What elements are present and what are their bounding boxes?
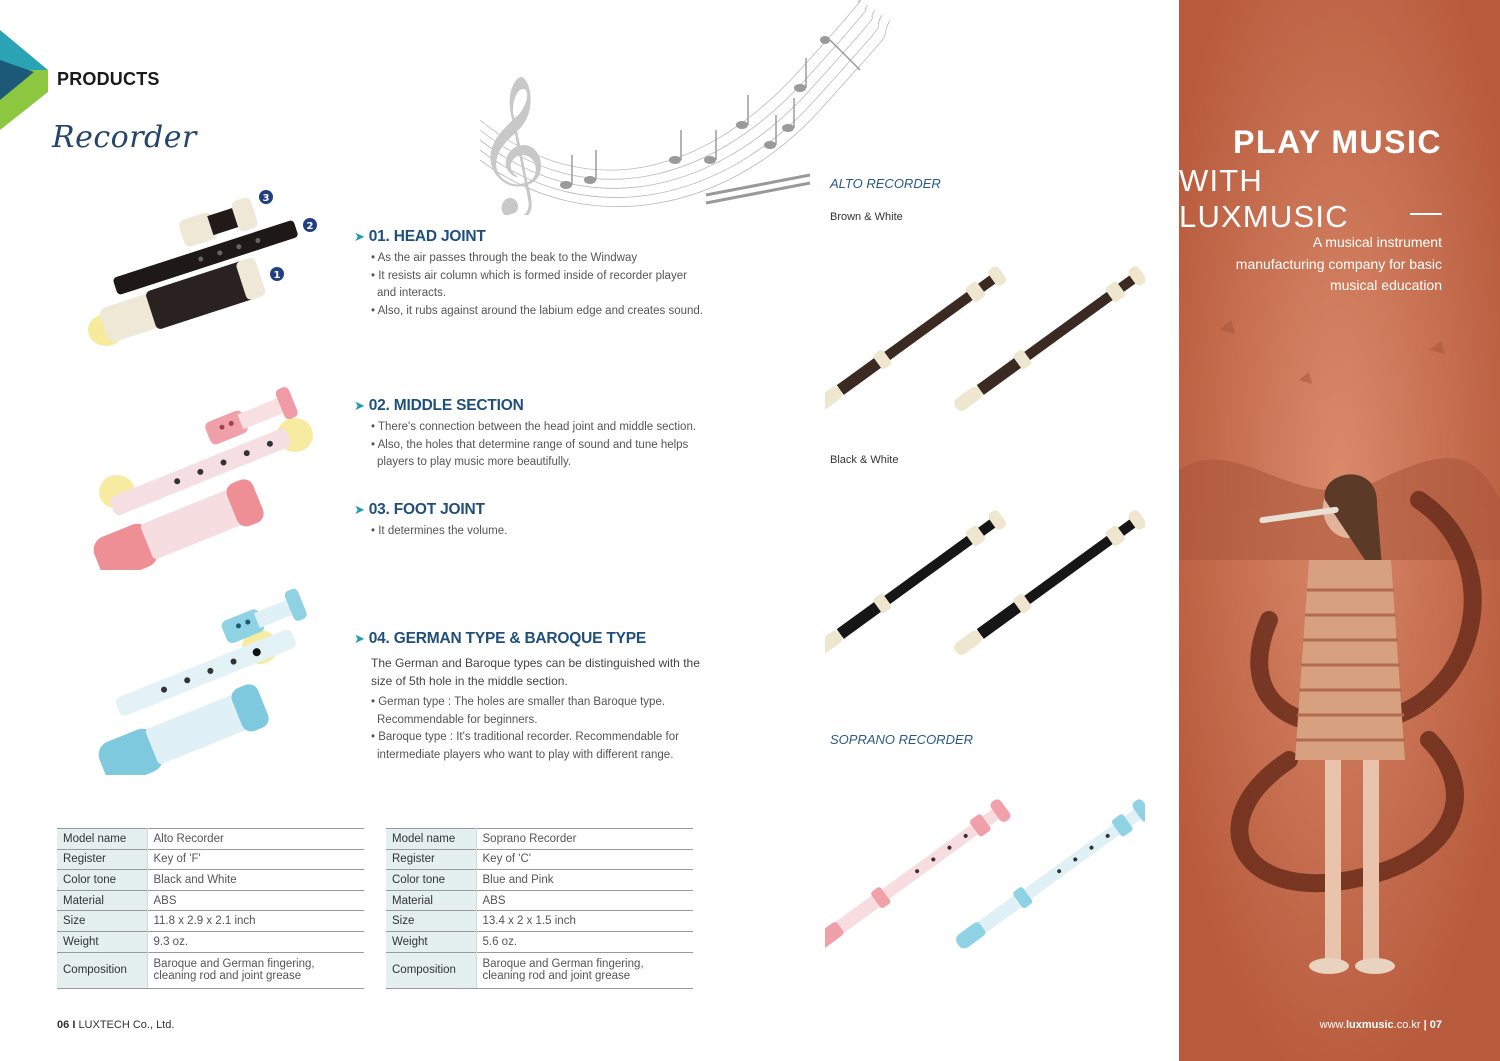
middle-section-photo bbox=[85, 380, 325, 570]
table-key: Model name bbox=[57, 829, 147, 850]
bullet-list bbox=[371, 694, 704, 764]
section-foot-joint bbox=[354, 501, 704, 541]
footer-separator: I bbox=[72, 1019, 76, 1031]
table-row bbox=[386, 829, 693, 850]
bullet-list bbox=[371, 419, 704, 472]
table-row bbox=[386, 952, 693, 988]
soprano-recorders bbox=[825, 762, 1145, 997]
footer-right: www.luxmusic.co.kr | 07 bbox=[1319, 1019, 1442, 1031]
section-lead: The German and Baroque types can be distinguished with the size of 5th hole in the middle section. bbox=[371, 656, 700, 688]
table-row bbox=[57, 911, 364, 932]
table-value: 9.3 oz. bbox=[147, 931, 364, 952]
table-key: Material bbox=[57, 890, 147, 911]
table-row bbox=[386, 870, 693, 891]
german-baroque-photo bbox=[90, 585, 330, 775]
site-suffix: .co.kr bbox=[1393, 1019, 1421, 1031]
table-row bbox=[57, 931, 364, 952]
bullet-list bbox=[371, 250, 704, 320]
section-head-joint bbox=[354, 228, 704, 320]
section-german-baroque bbox=[354, 630, 704, 764]
bullet-item: • Baroque type : It's traditional recorder. Recommendable for intermediate players who want to play with different range. bbox=[371, 729, 704, 764]
diagram-number-1: 1 bbox=[273, 270, 281, 281]
table-row bbox=[386, 931, 693, 952]
bullet-item: • There's connection between the head joint and middle section. bbox=[371, 419, 704, 437]
table-value: Baroque and German fingering, cleaning rod and joint grease bbox=[476, 952, 693, 988]
site-brand: luxmusic bbox=[1345, 1019, 1394, 1031]
table-value: 13.4 x 2 x 1.5 inch bbox=[476, 911, 693, 932]
panel-headline-2: WITH LUXMUSIC bbox=[1179, 163, 1349, 234]
promo-panel bbox=[1179, 0, 1500, 1061]
bullet-item: • It determines the volume. bbox=[371, 523, 704, 541]
corner-logo-icon bbox=[0, 30, 48, 130]
svg-text:𝄞: 𝄞 bbox=[476, 75, 547, 214]
table-row bbox=[386, 911, 693, 932]
alto-recorder-title: ALTO RECORDER bbox=[830, 176, 941, 191]
chevron-right-icon: ➤ bbox=[354, 398, 365, 413]
table-key: Weight bbox=[386, 931, 476, 952]
panel-description: A musical instrument manufacturing company for basic musical education bbox=[1235, 234, 1442, 293]
chevron-right-icon: ➤ bbox=[354, 229, 365, 244]
section-label: PRODUCTS bbox=[57, 69, 160, 89]
table-key: Material bbox=[386, 890, 476, 911]
table-value: Key of 'C' bbox=[476, 849, 693, 870]
alto-brown-recorders bbox=[825, 228, 1145, 458]
chevron-right-icon: ➤ bbox=[354, 631, 365, 646]
diagram-number-2: 2 bbox=[306, 221, 314, 232]
section-middle-section bbox=[354, 397, 704, 472]
table-row bbox=[386, 849, 693, 870]
table-value: ABS bbox=[476, 890, 693, 911]
alto-spec-table bbox=[57, 828, 364, 989]
table-value: 11.8 x 2.9 x 2.1 inch bbox=[147, 911, 364, 932]
table-key: Register bbox=[57, 849, 147, 870]
table-row bbox=[57, 890, 364, 911]
table-value: 5.6 oz. bbox=[476, 931, 693, 952]
table-row bbox=[57, 829, 364, 850]
section-heading: ➤ 02. MIDDLE SECTION bbox=[354, 397, 524, 414]
alto-black-recorders bbox=[825, 472, 1145, 702]
table-key: Model name bbox=[386, 829, 476, 850]
table-value: Key of 'F' bbox=[147, 849, 364, 870]
table-value: Baroque and German fingering, cleaning rod and joint grease bbox=[147, 952, 364, 988]
bullet-item: • As the air passes through the beak to the Windway bbox=[371, 250, 704, 268]
table-row bbox=[57, 849, 364, 870]
table-row bbox=[386, 890, 693, 911]
table-key: Size bbox=[386, 911, 476, 932]
page-title: Recorder bbox=[52, 120, 197, 155]
soprano-spec-table bbox=[386, 828, 693, 989]
table-value: Blue and Pink bbox=[476, 870, 693, 891]
table-key: Color tone bbox=[57, 870, 147, 891]
panel-divider bbox=[1410, 213, 1442, 215]
site-prefix: www. bbox=[1319, 1019, 1346, 1031]
section-heading: ➤ 03. FOOT JOINT bbox=[354, 501, 485, 518]
section-heading: ➤ 04. GERMAN TYPE & BAROQUE TYPE bbox=[354, 630, 647, 647]
page-number-right: 07 bbox=[1429, 1019, 1442, 1031]
table-key: Weight bbox=[57, 931, 147, 952]
company-name: LUXTECH Co., Ltd. bbox=[78, 1019, 175, 1031]
alto-variant-black-label: Black & White bbox=[830, 454, 899, 466]
section-heading: ➤ 01. HEAD JOINT bbox=[354, 228, 486, 245]
table-row bbox=[57, 952, 364, 988]
table-value: Black and White bbox=[147, 870, 364, 891]
table-key: Composition bbox=[57, 952, 147, 988]
table-key: Color tone bbox=[386, 870, 476, 891]
table-row bbox=[57, 870, 364, 891]
table-value: ABS bbox=[147, 890, 364, 911]
soprano-recorder-title: SOPRANO RECORDER bbox=[830, 732, 974, 747]
bullet-item: • German type : The holes are smaller than Baroque type. Recommendable for beginners. bbox=[371, 694, 704, 729]
alto-variant-brown-label: Brown & White bbox=[830, 211, 903, 223]
panel-headline-1: PLAY MUSIC bbox=[1233, 124, 1442, 160]
table-key: Size bbox=[57, 911, 147, 932]
chevron-right-icon: ➤ bbox=[354, 502, 365, 517]
table-value: Alto Recorder bbox=[147, 829, 364, 850]
diagram-number-3: 3 bbox=[262, 193, 270, 204]
bullet-item: • Also, the holes that determine range of sound and tune helps players to play music more beautifully. bbox=[371, 437, 704, 472]
page-number-left: 06 bbox=[57, 1019, 70, 1031]
head-joint-photo bbox=[80, 185, 330, 355]
bullet-item: • It resists air column which is formed inside of recorder player and interacts. bbox=[371, 268, 704, 303]
table-key: Register bbox=[386, 849, 476, 870]
footer-left bbox=[57, 1019, 174, 1031]
table-key: Composition bbox=[386, 952, 476, 988]
bullet-list bbox=[371, 523, 704, 541]
table-value: Soprano Recorder bbox=[476, 829, 693, 850]
bullet-item: • Also, it rubs against around the labium edge and creates sound. bbox=[371, 303, 704, 321]
